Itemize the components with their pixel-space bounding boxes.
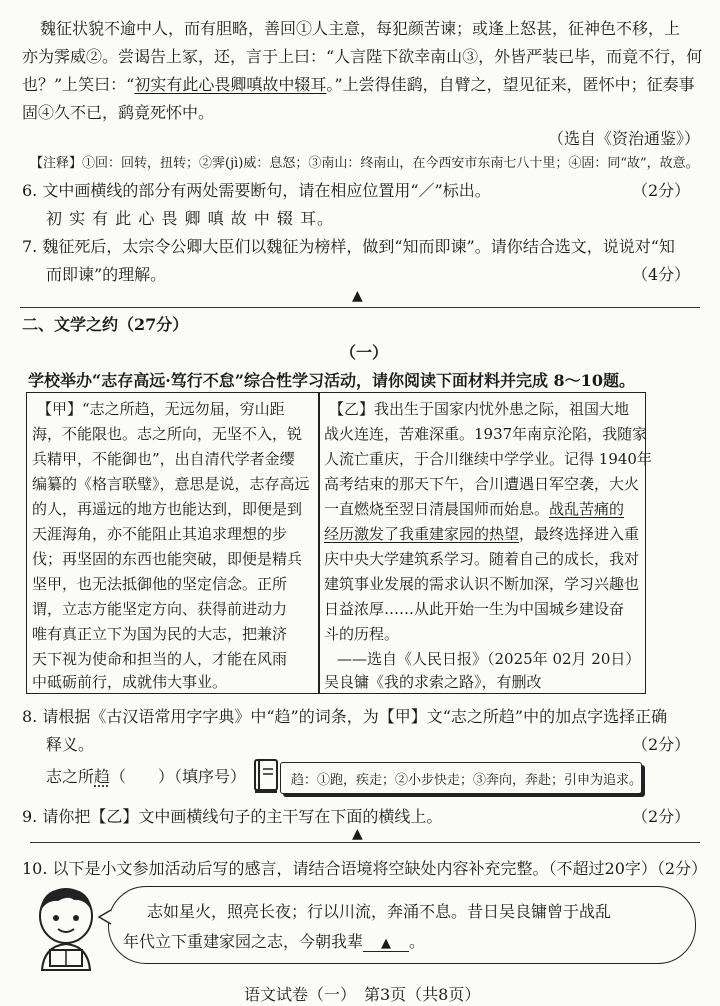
question-7-line-2: 而即谏”的理解。 [46, 265, 167, 284]
jia-line-10: 唯有真正立下为国为民的大志，把兼济 [32, 625, 288, 643]
yi-line-6 [324, 523, 639, 544]
glossary-box [280, 762, 642, 794]
glossary-entry [291, 769, 642, 788]
classical-source: （选自《资治通鉴》） [548, 129, 701, 148]
yi-line-3: 人流亡重庆，于合川继续中学学业。记得 1940年 [324, 450, 652, 468]
activity-intro: 学校举办“志存高远·笃行不怠”综合性学习活动，请你阅读下面材料并完成 8～10题。 [28, 371, 635, 390]
dotted-character: 趋 [94, 767, 111, 786]
glossary-head: 趋： [291, 773, 318, 788]
yi-line-5 [324, 498, 624, 519]
question-9-score: （2分） [632, 807, 691, 826]
underlined-sentence: 初实有此心畏卿嗔故中辍耳 [134, 75, 327, 94]
student-illustration-icon [28, 882, 104, 974]
jia-line-12: 中砥砺前行，成就伟大事业。 [32, 673, 228, 691]
jia-line-2: 海，不能限也。志之所向，无坚不入，锐 [32, 425, 303, 443]
yi-line-2: 战火连连，苦难深重。1937年南京沦陷，我随家 [324, 425, 648, 443]
jia-line-7: 伐；再坚固的东西也能突破，即便是精兵 [32, 550, 303, 568]
yi-line-1: 【乙】我出生于国家内忧外患之际，祖国大地 [329, 400, 630, 418]
jia-line-8: 坚甲，也无法抵御他的坚定信念。正所 [32, 575, 288, 593]
jia-line-9: 谓，立志方能坚定方向、获得前进动力 [32, 600, 288, 618]
fill-in-blank[interactable] [363, 936, 409, 952]
jia-line-5: 的人，再遥远的地方也能达到，即便是到 [32, 500, 303, 518]
passage-yi-box [318, 392, 652, 694]
yi-line-8: 建筑事业发展的需求认识不断加深，学习兴趣也 [324, 575, 640, 593]
yi-line-10: 斗的历程。 [324, 625, 400, 643]
dictionary-icon [252, 757, 280, 795]
classical-note: 【注释】①回：回转，扭转；②霁(jì)威：息怒；③南山：终南山，在今西安市东南七八十里；④固：同“故”，故意。 [30, 156, 699, 171]
answer-marker-triangle: ▲ [352, 288, 363, 304]
blank-triangle: ▲ [381, 936, 392, 951]
classical-line-2: 亦为霁威②。尝谒告上冢，还，言于上曰：“人言陛下欲幸南山③，外皆严装已毕，而竟不行，何 [22, 47, 703, 66]
yi-line-9: 日益浓厚……从此开始一生为中国城乡建设奋 [324, 600, 625, 618]
section-2-subtitle: （一） [340, 343, 389, 362]
speech-bubble [108, 886, 696, 964]
question-10: 10. 以下是小文参加活动后写的感言，请结合语境将空缺处内容补充完整。（不超过20字）（2分） [22, 859, 708, 878]
question-6: 6. 文中画横线的部分有两处需要断句，请在相应位置用“／”标出。 [22, 181, 491, 200]
yi-source-1: ——选自《人民日报》（2025年 02月 20日） [337, 650, 641, 668]
jia-line-1: 【甲】“志之所趋，无远勿届，穷山距 [37, 400, 285, 418]
yi-underlined-part-2: 经历激发了我重建家园的热望 [324, 525, 520, 543]
yi-underlined-part-1: 战乱苦痛的 [549, 500, 625, 518]
question-8-line-1: 8. 请根据《古汉语常用字字典》中“趋”的词条，为【甲】文“志之所趋”中的加点字选择正确 [22, 707, 668, 726]
answer-marker-triangle-2: ▲ [352, 826, 363, 842]
section-2-title: 二、文学之约（27分） [22, 315, 189, 334]
jia-line-3: 兵精甲，不能御也”，出自清代学者金缨 [32, 450, 295, 468]
bubble-line-1: 志如星火，照亮长夜；行以川流，奔涌不息。昔日吴良镛曾于战乱 [147, 902, 612, 921]
question-8-line-2: 释义。 [46, 735, 95, 754]
answer-blank[interactable]: （ ）（填序号） [110, 767, 247, 786]
page-footer: 语文试卷（一） 第3页（共8页） [244, 985, 481, 1004]
jia-line-6: 天涯海角，亦不能阻止其追求理想的步 [32, 525, 288, 543]
yi-line-6-text: ，最终选择进入重 [519, 525, 640, 543]
answer-prefix: 志之所 [46, 767, 95, 786]
classical-line-1: 魏征状貌不逾中人，而有胆略，善回①人主意，每犯颜苦谏；或逢上怒甚，征神色不移，上 [40, 19, 681, 38]
yi-line-4: 高考结束的那天下午，合川遭遇日军空袭，大火 [324, 475, 640, 493]
yi-line-7: 庆中央大学建筑系学习。随着自己的成长，我对 [324, 550, 640, 568]
jia-line-4: 编纂的《格言联璧》，意思是说，志存高远 [32, 475, 310, 493]
question-7-score: （4分） [632, 265, 691, 284]
classical-line-3-end: 。”上尝得佳鹞，自臂之，望见征来，匿怀中；征奏事 [326, 75, 695, 94]
question-8-score: （2分） [632, 735, 691, 754]
classical-line-3-start: 也？”上笑曰：“ [22, 75, 135, 94]
answer-line[interactable] [30, 842, 700, 843]
bubble-line-2 [123, 929, 425, 952]
question-7-line-1: 7. 魏征死后，太宗令公卿大臣们以魏征为榜样，做到“知而即谏”。请你结合选文，说说对“知 [22, 237, 675, 256]
passage-jia-box [26, 392, 320, 694]
jia-line-11: 天下视为使命和担当的人，才能在风雨 [32, 650, 288, 668]
yi-source-2: 吴良镛《我的求索之路》，有删改 [324, 673, 542, 691]
question-6-score: （2分） [632, 181, 691, 200]
classical-line-3 [22, 72, 695, 95]
section-divider [20, 307, 700, 308]
yi-line-5-text: 一直燃烧至翌日清晨国师而始息。 [324, 500, 550, 518]
bubble-end: 。 [409, 932, 426, 951]
classical-line-4: 固④久不已，鹞竟死怀中。 [22, 103, 215, 122]
question-8-answer [46, 764, 246, 787]
glossary-body: ①跑，疾走；②小步快走；③奔向，奔赴；引申为追求。 [317, 773, 643, 788]
question-9: 9. 请你把【乙】文中画横线句子的主干写在下面的横线上。 [22, 807, 443, 826]
question-6-sentence: 初 实 有 此 心 畏 卿 嗔 故 中 辍 耳。 [46, 209, 334, 228]
bubble-tail [98, 908, 112, 926]
bubble-line-2-text: 年代立下重建家园之志，今朝我辈 [123, 932, 364, 951]
